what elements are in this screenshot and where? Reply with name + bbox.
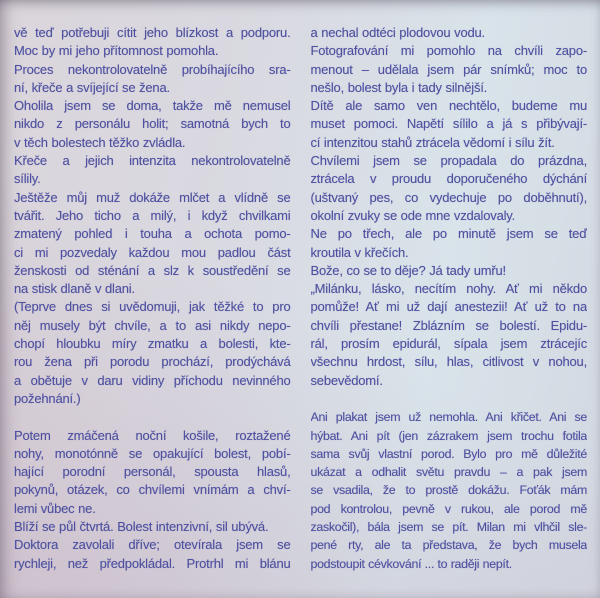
text-line: ukázat a odhalit světu pravdu – a pak jsem [310, 465, 587, 480]
text-line: nohy, monotónně se opakující bolest, pobí- [14, 445, 291, 461]
text-line: Doktora zavolali dříve; otevírala jsem se [14, 537, 291, 553]
text-line: ženskosti od sténání a slz k soustředění se [14, 262, 291, 278]
text-line: sama svůj vlastní porod. Bylo pro mě důležité [310, 446, 587, 461]
text-line: cí intenzitou stahů ztrácela vědomí i sílu žít. [310, 134, 555, 150]
text-line: Chvílemi jsem se propadala do prázdna, [310, 153, 587, 169]
text-line: ztrácela v proudu doporučeného dýchání [310, 171, 587, 187]
text-line: kroutila v křečích. [310, 244, 409, 260]
text-line: požehnání.) [14, 390, 81, 406]
text-line: pené rty, ale ta představa, že bych musela [310, 538, 587, 553]
text-line: hající porodní personál, spousta hlasů, [14, 464, 291, 480]
text-line: se vsadila, že to prostě dokážu. Foťák mám [310, 483, 587, 498]
text-line: a nechal odtéci plodovou vodu. [310, 25, 485, 40]
text-line: Blíží se půl čtvrtá. Bolest intenzivní, sil ubývá. [14, 519, 269, 535]
text-line: muset pomoci. Napětí sílilo a já s přibývají- [310, 116, 587, 132]
text-line: nikdo z personálu holit; samotná bych to [14, 116, 291, 132]
text-line: Bože, co se to děje? Já tady umřu! [310, 262, 506, 278]
text-line: pomůže! Ať mi už dají anestezii! Ať už to na [310, 299, 587, 315]
paragraph-gap [14, 408, 291, 426]
text-line: Potem zmáčená noční košile, roztažené [14, 427, 291, 443]
text-line: Fotografování mi pomohlo na chvíli zapo- [310, 43, 587, 59]
text-line: a obětuje v daru vidiny příchodu nevinného [14, 372, 291, 388]
text-line: ci mi pozvedaly každou mou padlou část [14, 244, 291, 260]
text-line: vě teď potřebuji cítit jeho blízkost a podporu. [14, 25, 291, 40]
text-line: menout – udělala jsem pár snímků; moc to [310, 61, 587, 77]
text-line: Ani plakat jsem už nemohla. Ani křičet. Ani se [310, 410, 587, 425]
text-line: sebevědomí. [310, 372, 383, 388]
text-line: nešlo, bolest byla i tady silnější. [310, 79, 488, 95]
text-line: sílily. [14, 171, 41, 187]
text-line: rál, prosím epidurál, sípala jsem ztrácejíc [310, 336, 587, 352]
text-line: okolní zvuky se ode mne vzdalovaly. [310, 207, 516, 223]
text-line: Ještěže můj muž dokáže mlčet a vlídně se [14, 189, 291, 205]
column-right [311, 24, 588, 598]
text-line: na stisk dlaně v dlani. [14, 281, 135, 297]
text-line: ní, křeče a svíjející se žena. [14, 79, 170, 95]
text-line: Dítě ale samo ven nechtělo, budeme mu [310, 98, 587, 114]
text-line: pokynů, otázek, co chvílemi vnímám a chví- [14, 482, 291, 498]
text-line: zaskočil), bála jsem se pít. Milan mi vlhčil sle- [310, 520, 587, 535]
text-line: (Teprve dnes si uvědomuji, jak těžké to pro [14, 299, 291, 315]
text-line: chopí hloubku míry zmatku a bolesti, kte- [14, 336, 291, 352]
text-line: lemi vůbec ne. [14, 500, 96, 516]
text-line: (uštvaný pes, co vydechuje po doběhnutí), [310, 189, 587, 205]
text-line: v těch bolestech těžko zvládla. [14, 134, 186, 150]
text-line: Ne po třech, ale po minutě jsem se teď [310, 226, 587, 242]
text-line: Křeče a jejich intenzita nekontrolovatelně [14, 153, 291, 169]
text-line: Moc by mi jeho přítomnost pomohla. [14, 43, 219, 59]
text-line: něj musely být chvíle, a to asi nikdy nepo- [14, 317, 291, 333]
column-left [14, 24, 291, 598]
text-line: rychleji, než předpokládal. Protrhl mi blánu [14, 555, 291, 571]
text-line: hýbat. Ani pít (jen zázrakem jsem trochu fotila [310, 428, 587, 443]
text-line: všechnu hrdost, sílu, hlas, citlivost v nohou, [310, 354, 587, 370]
text-line: zmatený pohled i touha a ochota pomo- [14, 226, 291, 242]
text-line: Proces nekontrolovatelně probíhajícího sra- [14, 61, 291, 77]
text-line: Oholila jsem se doma, takže mě nemusel [14, 98, 291, 114]
paragraph-gap [311, 390, 588, 408]
text-line: pod kontrolou, pevně v rukou, ale porod mě [310, 501, 587, 516]
text-line: rou žena při porodu prochází, prodýchává [14, 354, 291, 370]
text-line: tvářit. Jeho ticho a milý, i když chvilkami [14, 207, 291, 223]
text-line: chvíli přestane! Zblázním se bolestí. Epidu- [310, 317, 587, 333]
text-line: „Milánku, lásko, necítím nohy. Ať mi někdo [310, 281, 587, 297]
text-line: podstoupit cévkování ... to raději nepít. [310, 556, 512, 571]
